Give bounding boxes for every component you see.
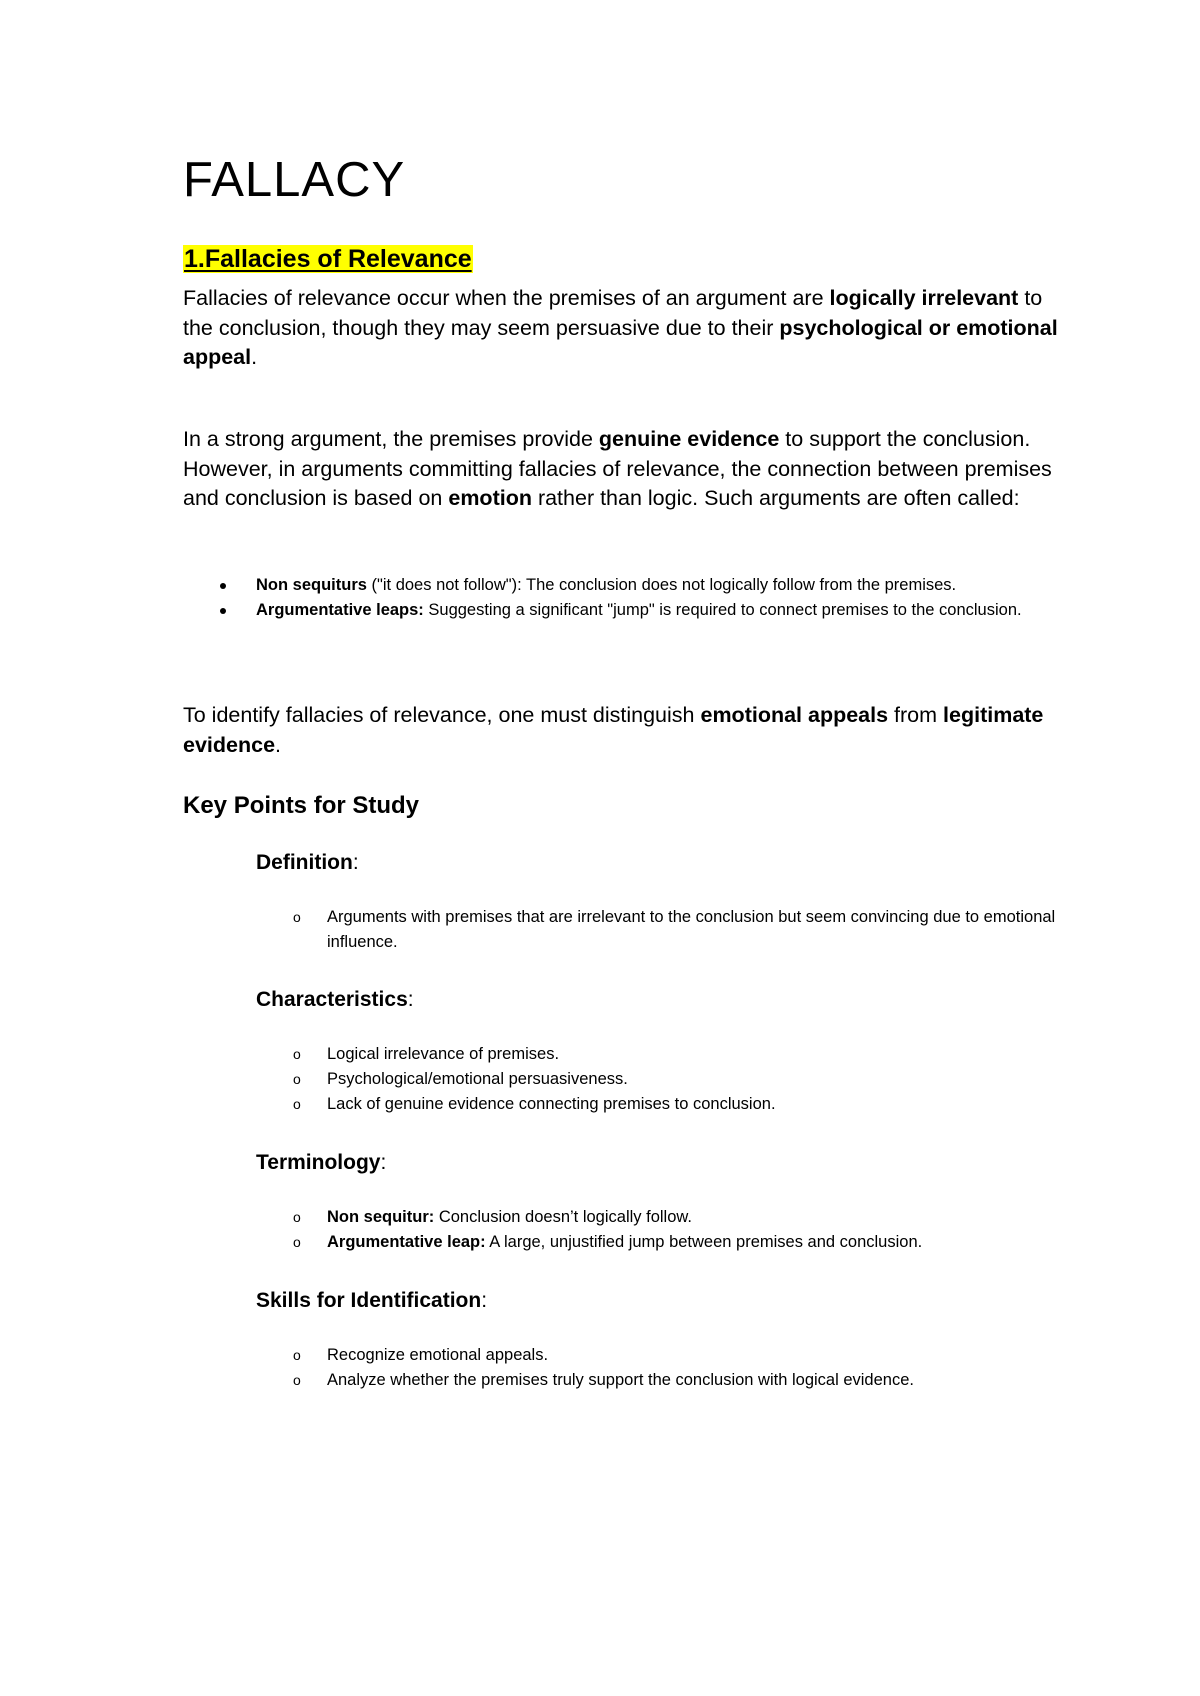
bold-term: Argumentative leap: bbox=[327, 1233, 486, 1251]
terminology-list bbox=[256, 1205, 1056, 1255]
list-item-text: Suggesting a significant "jump" is required to connect premises to the conclusion. bbox=[423, 601, 1022, 619]
highlighted-heading-text: 1.Fallacies of Relevance bbox=[184, 245, 472, 273]
circle-bullet-icon: o bbox=[293, 1372, 301, 1388]
bullet-icon bbox=[220, 583, 226, 589]
circle-bullet-icon: o bbox=[293, 1096, 301, 1112]
paragraph-definition bbox=[183, 284, 1063, 373]
text-run: In a strong argument, the premises provide bbox=[183, 427, 599, 451]
bold-text: legitimate evidence bbox=[183, 703, 1044, 757]
circle-bullet-icon: o bbox=[293, 1209, 301, 1225]
study-heading: Key Points for Study bbox=[183, 792, 420, 819]
subheading-text: Definition bbox=[256, 851, 353, 874]
subheading-characteristics: Characteristics: bbox=[256, 988, 414, 1011]
list-item-text: Lack of genuine evidence connecting premises to conclusion. bbox=[327, 1095, 776, 1113]
subheading-definition: Definition: bbox=[256, 851, 359, 874]
circle-bullet-icon: o bbox=[293, 909, 301, 925]
text-run: from bbox=[888, 703, 944, 727]
bold-text: emotional appeals bbox=[700, 703, 889, 727]
text-run: . bbox=[251, 345, 258, 369]
bold-term: Non sequiturs bbox=[256, 576, 367, 594]
subheading-skills: Skills for Identification: bbox=[256, 1289, 488, 1312]
subheading-text: Terminology bbox=[256, 1151, 381, 1174]
list-item bbox=[256, 905, 1056, 955]
text-run: to the conclusion, though they may seem persuasive due to their bbox=[183, 286, 1043, 340]
list-item-text: Conclusion doesn’t logically follow. bbox=[434, 1208, 692, 1226]
circle-bullet-icon: o bbox=[293, 1234, 301, 1250]
circle-bullet-icon: o bbox=[293, 1071, 301, 1087]
section-heading bbox=[183, 243, 473, 275]
document-title: FALLACY bbox=[183, 153, 406, 207]
text-run: to support the conclusion. However, in arguments committing fallacies of relevance, the connection between premises and conclusion is based on bbox=[183, 427, 1052, 510]
bullet-icon bbox=[220, 608, 226, 614]
subheading-text: Characteristics bbox=[256, 988, 408, 1011]
list-item-text: ("it does not follow"): The conclusion does not logically follow from the premises. bbox=[366, 576, 957, 594]
list-item bbox=[183, 598, 1063, 623]
bold-term: Non sequitur: bbox=[327, 1208, 435, 1226]
list-item bbox=[256, 1230, 1056, 1255]
definition-list bbox=[256, 905, 1056, 955]
circle-bullet-icon: o bbox=[293, 1347, 301, 1363]
characteristics-list bbox=[256, 1042, 1056, 1117]
list-item-text: Recognize emotional appeals. bbox=[327, 1346, 549, 1364]
list-item bbox=[256, 1205, 1056, 1230]
bold-term: Argumentative leaps: bbox=[256, 601, 424, 619]
text-run: Fallacies of relevance occur when the premises of an argument are bbox=[183, 286, 830, 310]
paragraph-identify bbox=[183, 701, 1063, 760]
list-item bbox=[256, 1343, 1056, 1368]
list-item bbox=[183, 573, 1063, 598]
text-run: . bbox=[275, 732, 282, 757]
skills-list bbox=[256, 1343, 1056, 1393]
list-item-text: A large, unjustified jump between premises and conclusion. bbox=[485, 1233, 923, 1251]
list-item bbox=[256, 1368, 1056, 1393]
bold-text: psychological or emotional appeal bbox=[183, 315, 1058, 369]
list-item-text: Logical irrelevance of premises. bbox=[327, 1045, 560, 1063]
list-item-text: Arguments with premises that are irrelevant to the conclusion but seem convincing due to emotional influence. bbox=[327, 908, 1056, 951]
circle-bullet-icon: o bbox=[293, 1046, 301, 1062]
list-item bbox=[256, 1042, 1056, 1067]
bold-text: emotion bbox=[448, 486, 532, 510]
list-item bbox=[256, 1067, 1056, 1092]
bold-text: logically irrelevant bbox=[829, 286, 1019, 310]
bold-text: genuine evidence bbox=[598, 427, 780, 451]
bullet-list bbox=[183, 573, 1063, 623]
subheading-terminology: Terminology: bbox=[256, 1151, 387, 1174]
paragraph-strong-argument bbox=[183, 425, 1063, 514]
list-item-text: Analyze whether the premises truly support the conclusion with logical evidence. bbox=[327, 1371, 914, 1389]
text-run: To identify fallacies of relevance, one must distinguish bbox=[183, 703, 701, 727]
list-item bbox=[256, 1092, 1056, 1117]
subheading-text: Skills for Identification bbox=[256, 1289, 482, 1312]
text-run: rather than logic. Such arguments are often called: bbox=[531, 486, 1020, 510]
list-item-text: Psychological/emotional persuasiveness. bbox=[327, 1070, 628, 1088]
